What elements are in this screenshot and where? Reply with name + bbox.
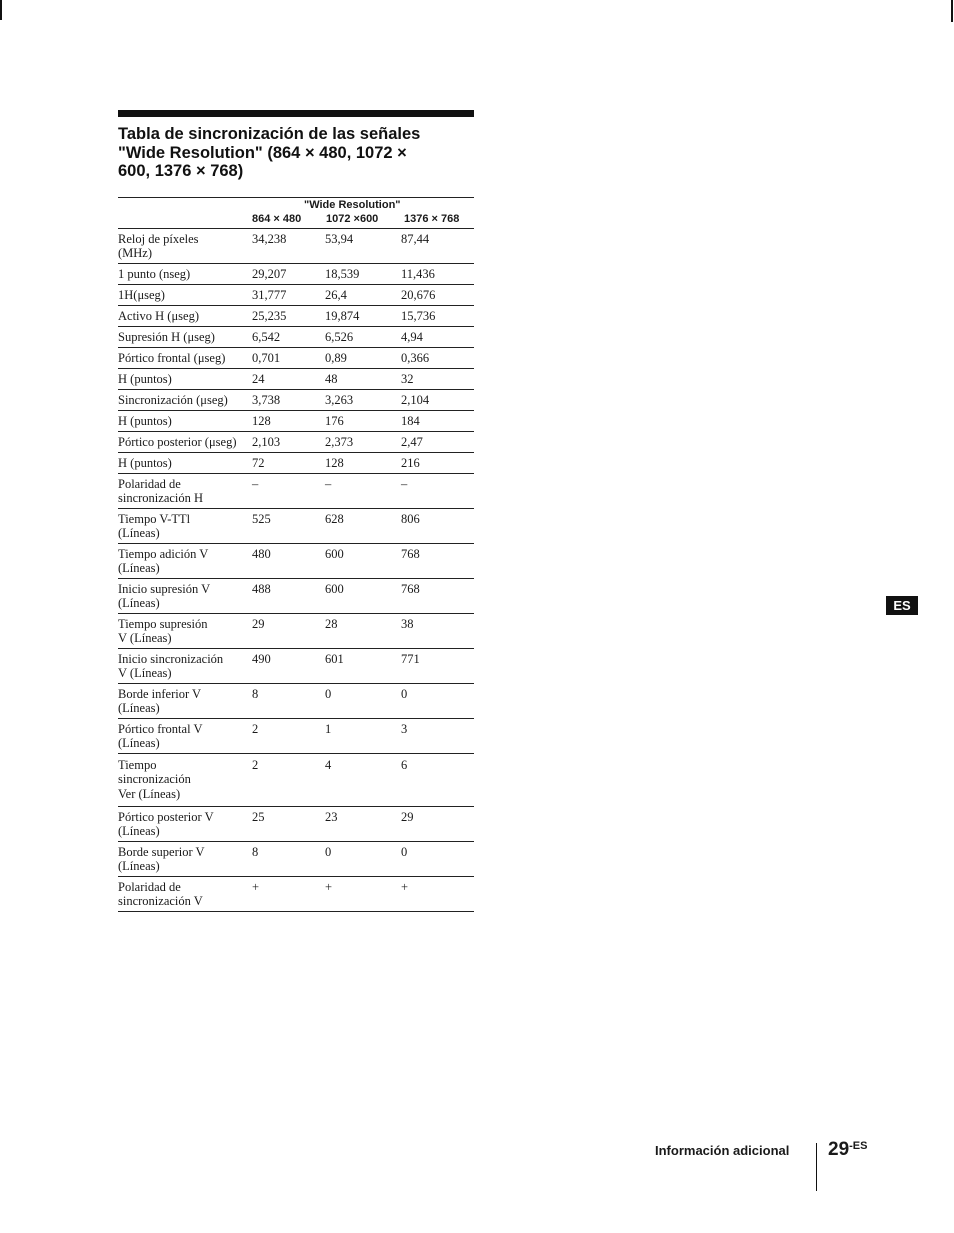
sync-table-section	[118, 110, 474, 912]
row-value-col-3: 771	[401, 651, 420, 666]
row-label-line: Tiempo supresión	[118, 616, 208, 631]
crop-mark-left	[0, 0, 2, 20]
row-value-col-2: 128	[325, 455, 344, 470]
row-value-col-1: 128	[252, 413, 271, 428]
row-value-col-3: +	[401, 879, 409, 894]
row-label-line: (Líneas)	[118, 736, 160, 750]
row-label	[118, 232, 250, 261]
row-label-line: (Líneas)	[118, 526, 160, 540]
row-label-line: (Líneas)	[118, 561, 160, 575]
row-label	[118, 393, 250, 408]
row-label	[118, 309, 250, 324]
row-value-col-2: 2,373	[325, 434, 354, 449]
row-label-line: (Líneas)	[118, 701, 160, 715]
row-value-col-1: 488	[252, 581, 271, 596]
row-value-col-1: 31,777	[252, 287, 287, 302]
row-label	[118, 547, 250, 576]
row-value-col-3: 216	[401, 455, 420, 470]
row-label	[118, 477, 250, 506]
section-top-rule	[118, 110, 474, 117]
table-row	[118, 453, 474, 474]
row-value-col-2: 19,874	[325, 308, 360, 323]
row-value-col-3: 768	[401, 546, 420, 561]
row-label	[118, 845, 250, 874]
row-label-line: V (Líneas)	[118, 631, 172, 645]
row-label-line: H (puntos)	[118, 413, 172, 428]
row-label-line: 1H(μseg)	[118, 287, 165, 302]
row-label-line: Polaridad de	[118, 879, 181, 894]
table-body	[118, 228, 474, 912]
row-value-col-3: 0,366	[401, 350, 430, 365]
row-label-line: (Líneas)	[118, 824, 160, 838]
row-value-col-1: +	[252, 879, 260, 894]
row-value-col-3: 29	[401, 809, 414, 824]
row-value-col-1: 3,738	[252, 392, 281, 407]
page-number-suffix: -ES	[849, 1140, 868, 1152]
row-label	[118, 652, 250, 681]
row-label-line: Pórtico posterior V	[118, 809, 214, 824]
table-row	[118, 649, 474, 684]
row-value-col-2: 0	[325, 844, 332, 859]
row-value-col-2: 23	[325, 809, 338, 824]
column-header-1072x600: 1072 ×600	[326, 212, 379, 225]
row-value-col-2: 600	[325, 581, 344, 596]
row-label	[118, 456, 250, 471]
row-label	[118, 351, 250, 366]
row-label-line: Sincronización (μseg)	[118, 392, 228, 407]
crop-mark-right	[951, 0, 953, 22]
row-value-col-2: +	[325, 879, 333, 894]
row-label	[118, 880, 250, 909]
row-value-col-2: 600	[325, 546, 344, 561]
row-label	[118, 435, 250, 450]
row-label	[118, 414, 250, 429]
table-row	[118, 579, 474, 614]
row-label	[118, 330, 250, 345]
table-row	[118, 264, 474, 285]
row-label-line: Borde superior V	[118, 844, 205, 859]
row-value-col-1: 29,207	[252, 266, 287, 281]
table-row	[118, 411, 474, 432]
footer-section-label: Información adicional	[655, 1143, 790, 1158]
row-value-col-3: 806	[401, 511, 420, 526]
row-label-line: H (puntos)	[118, 455, 172, 470]
row-value-col-2: 26,4	[325, 287, 347, 302]
row-label	[118, 722, 250, 751]
table-row	[118, 474, 474, 509]
row-value-col-2: 48	[325, 371, 338, 386]
row-value-col-3: 15,736	[401, 308, 436, 323]
table-row	[118, 719, 474, 754]
table-row	[118, 229, 474, 264]
row-value-col-2: 18,539	[325, 266, 360, 281]
row-value-col-2: 1	[325, 721, 332, 736]
table-row	[118, 684, 474, 719]
row-value-col-1: 25	[252, 809, 265, 824]
row-label-line: (MHz)	[118, 246, 153, 260]
table-row	[118, 544, 474, 579]
language-tab: ES	[886, 596, 918, 615]
row-label	[118, 687, 250, 716]
row-value-col-3: 0	[401, 686, 408, 701]
section-title	[118, 125, 474, 181]
row-value-col-3: 20,676	[401, 287, 436, 302]
row-label-line: Pórtico frontal V	[118, 721, 203, 736]
table-row	[118, 754, 474, 807]
table-row	[118, 807, 474, 842]
row-label	[118, 512, 250, 541]
row-value-col-2: 28	[325, 616, 338, 631]
table-row	[118, 306, 474, 327]
row-value-col-3: 11,436	[401, 266, 435, 281]
row-label	[118, 617, 250, 646]
row-value-col-2: 0,89	[325, 350, 347, 365]
row-value-col-3: 3	[401, 721, 408, 736]
row-value-col-2: 176	[325, 413, 344, 428]
row-label	[118, 810, 250, 839]
row-value-col-1: 34,238	[252, 231, 287, 246]
row-value-col-2: 3,263	[325, 392, 354, 407]
row-label	[118, 372, 250, 387]
row-value-col-3: 0	[401, 844, 408, 859]
row-value-col-3: 2,47	[401, 434, 423, 449]
row-label-line: Inicio supresión V	[118, 581, 211, 596]
row-value-col-1: 6,542	[252, 329, 281, 344]
row-value-col-2: 4	[325, 757, 332, 772]
row-value-col-2: 53,94	[325, 231, 354, 246]
row-label-line: Borde inferior V	[118, 686, 202, 701]
row-label-line: H (puntos)	[118, 371, 172, 386]
row-value-col-1: 480	[252, 546, 271, 561]
row-value-col-1: 0,701	[252, 350, 281, 365]
table-header	[118, 197, 474, 228]
row-label-line: Reloj de píxeles	[118, 231, 199, 246]
row-value-col-3: 2,104	[401, 392, 430, 407]
row-value-col-3: 4,94	[401, 329, 423, 344]
row-value-col-1: 2	[252, 721, 259, 736]
row-value-col-3: 38	[401, 616, 414, 631]
table-row	[118, 432, 474, 453]
row-value-col-1: 72	[252, 455, 265, 470]
row-label-line: (Líneas)	[118, 596, 160, 610]
row-label-line: Supresión H (μseg)	[118, 329, 215, 344]
column-header-864x480: 864 × 480	[252, 212, 302, 225]
footer-divider	[816, 1143, 817, 1191]
row-label-line: sincronización H	[118, 491, 204, 505]
row-value-col-1: 8	[252, 844, 259, 859]
row-label-line: sincronización	[118, 772, 191, 786]
row-label-line: Tiempo adición V	[118, 546, 209, 561]
row-label	[118, 288, 250, 303]
row-value-col-3: 32	[401, 371, 414, 386]
title-line-1: Tabla de sincronización de las señales	[118, 125, 421, 143]
row-value-col-2: 6,526	[325, 329, 354, 344]
row-label-line: Pórtico posterior (μseg)	[118, 434, 237, 449]
row-label-line: Tiempo	[118, 757, 157, 772]
row-label-line: sincronización V	[118, 894, 203, 908]
table-row	[118, 842, 474, 877]
row-label	[118, 267, 250, 282]
row-value-col-3: –	[401, 476, 408, 491]
row-label-line: Ver (Líneas)	[118, 786, 181, 801]
row-value-col-1: 8	[252, 686, 259, 701]
row-value-col-3: 87,44	[401, 231, 430, 246]
row-label-line: V (Líneas)	[118, 666, 172, 680]
row-value-col-1: 25,235	[252, 308, 287, 323]
table-row	[118, 390, 474, 411]
table-row	[118, 614, 474, 649]
row-value-col-3: 184	[401, 413, 420, 428]
row-value-col-3: 768	[401, 581, 420, 596]
row-value-col-1: –	[252, 476, 259, 491]
table-row	[118, 369, 474, 390]
row-label-line: Tiempo V-TTl	[118, 511, 191, 526]
table-row	[118, 327, 474, 348]
row-label	[118, 758, 250, 802]
row-value-col-1: 2	[252, 757, 259, 772]
row-value-col-2: –	[325, 476, 332, 491]
group-header-wide-resolution: "Wide Resolution"	[304, 198, 401, 211]
page-number-value: 29	[828, 1139, 850, 1160]
row-label-line: Pórtico frontal (μseg)	[118, 350, 226, 365]
row-label-line: Activo H (μseg)	[118, 308, 199, 323]
row-value-col-3: 6	[401, 757, 408, 772]
row-label-line: Polaridad de	[118, 476, 181, 491]
row-label	[118, 582, 250, 611]
row-label-line: 1 punto (nseg)	[118, 266, 191, 281]
page-number	[828, 1139, 867, 1161]
row-value-col-1: 490	[252, 651, 271, 666]
table-row	[118, 509, 474, 544]
title-line-2: "Wide Resolution" (864 × 480, 1072 ×	[118, 143, 407, 162]
column-header-1376x768: 1376 × 768	[404, 212, 460, 225]
row-value-col-2: 601	[325, 651, 344, 666]
row-label-line: Inicio sincronización	[118, 651, 224, 666]
row-value-col-2: 0	[325, 686, 332, 701]
table-row	[118, 348, 474, 369]
row-value-col-2: 628	[325, 511, 344, 526]
row-value-col-1: 29	[252, 616, 265, 631]
row-value-col-1: 525	[252, 511, 271, 526]
table-row	[118, 877, 474, 912]
row-value-col-1: 2,103	[252, 434, 281, 449]
row-value-col-1: 24	[252, 371, 265, 386]
title-line-3: 600, 1376 × 768)	[118, 162, 244, 180]
row-label-line: (Líneas)	[118, 859, 160, 873]
table-row	[118, 285, 474, 306]
